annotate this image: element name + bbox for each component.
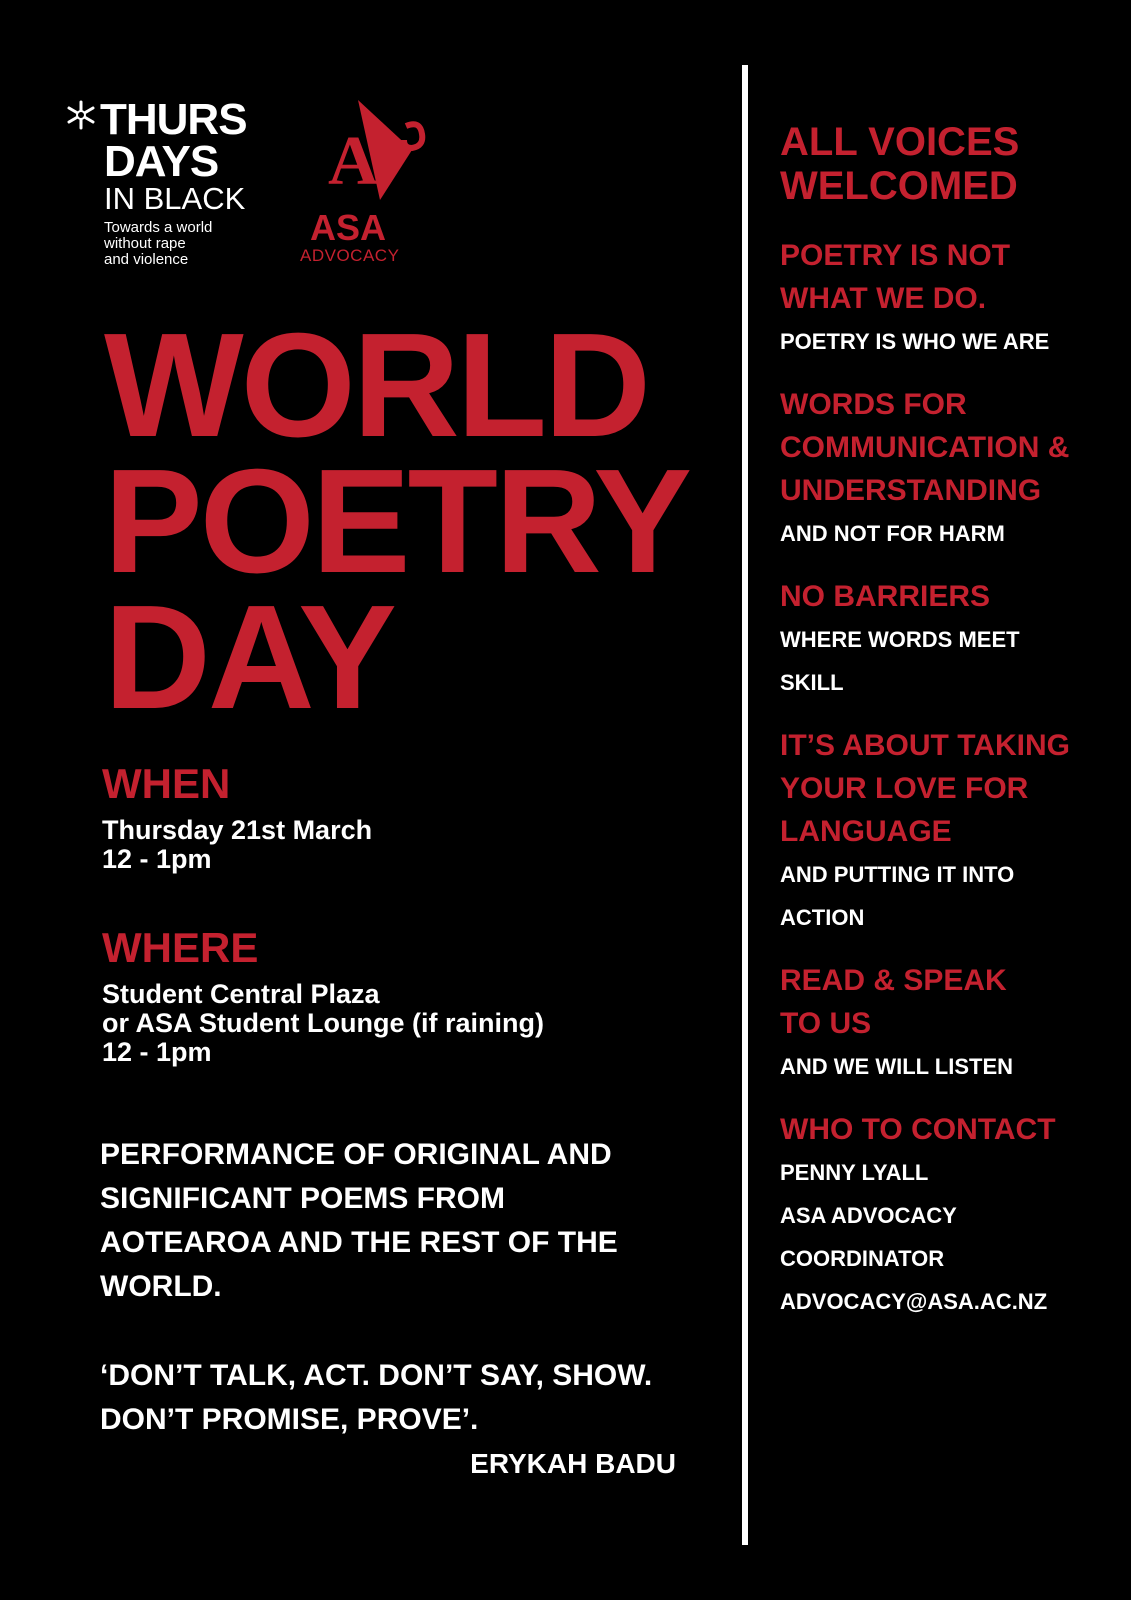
thursdays-in-black-logo bbox=[66, 96, 286, 276]
right-block-love bbox=[780, 724, 1120, 939]
when-label: WHEN bbox=[102, 760, 231, 807]
right-heading-line: WELCOMED bbox=[780, 164, 1018, 208]
snowflake-icon bbox=[66, 100, 96, 130]
title-line-3: DAY bbox=[104, 575, 394, 740]
when-time: 12 - 1pm bbox=[102, 844, 212, 874]
right-block-words bbox=[780, 383, 1120, 555]
tib-tagline-1: Towards a world bbox=[104, 219, 213, 236]
column-divider bbox=[742, 65, 748, 1545]
block-heading-line: WHO TO CONTACT bbox=[780, 1113, 1056, 1146]
block-heading-line: WHAT WE DO. bbox=[780, 282, 987, 315]
contact-name: PENNY LYALL bbox=[780, 1160, 929, 1185]
where-line-1: Student Central Plaza bbox=[102, 979, 380, 1009]
block-heading-line: YOUR LOVE FOR bbox=[780, 772, 1029, 805]
right-block-speak bbox=[780, 959, 1120, 1088]
block-heading-line: UNDERSTANDING bbox=[780, 474, 1042, 507]
where-line-3: 12 - 1pm bbox=[102, 1037, 212, 1067]
right-block-contact bbox=[780, 1108, 1120, 1323]
block-sub-line: ACTION bbox=[780, 905, 865, 930]
block-heading-line: POETRY IS NOT bbox=[780, 239, 1011, 272]
tib-tagline-3: and violence bbox=[104, 251, 189, 268]
block-sub-line: AND PUTTING IT INTO bbox=[780, 862, 1015, 887]
description-line: PERFORMANCE OF ORIGINAL AND bbox=[100, 1138, 612, 1171]
block-heading-line: COMMUNICATION & bbox=[780, 431, 1070, 464]
description-line: AOTEAROA AND THE REST OF THE bbox=[100, 1226, 618, 1259]
right-heading bbox=[780, 120, 1120, 208]
svg-text:A: A bbox=[328, 123, 379, 200]
right-heading-line: ALL VOICES bbox=[780, 120, 1020, 164]
quote-line: DON’T PROMISE, PROVE’. bbox=[100, 1403, 479, 1436]
where-label: WHERE bbox=[102, 924, 259, 971]
block-heading-line: TO US bbox=[780, 1007, 872, 1040]
quote bbox=[100, 1354, 740, 1442]
asa-name: ASA bbox=[310, 207, 387, 248]
tib-line-1: THURS bbox=[100, 95, 247, 144]
tib-tagline-2: without rape bbox=[104, 235, 186, 252]
block-heading-line: NO BARRIERS bbox=[780, 580, 991, 613]
tib-line-2: DAYS bbox=[104, 137, 219, 186]
block-heading-line: LANGUAGE bbox=[780, 815, 952, 848]
block-heading-line: IT’S ABOUT TAKING bbox=[780, 729, 1070, 762]
contact-email: ADVOCACY@ASA.AC.NZ bbox=[780, 1289, 1048, 1314]
right-block-poetry bbox=[780, 234, 1120, 363]
block-sub-line: WHERE WORDS MEET bbox=[780, 627, 1020, 652]
when-details bbox=[102, 816, 372, 874]
contact-role: COORDINATOR bbox=[780, 1246, 945, 1271]
quote-author: ERYKAH BADU bbox=[470, 1448, 676, 1479]
block-heading-line: WORDS FOR bbox=[780, 388, 967, 421]
asa-advocacy-logo bbox=[300, 96, 430, 276]
title-line-1: WORLD bbox=[104, 303, 648, 468]
block-sub-line: SKILL bbox=[780, 670, 844, 695]
contact-org: ASA ADVOCACY bbox=[780, 1203, 957, 1228]
block-sub-line: AND WE WILL LISTEN bbox=[780, 1054, 1014, 1079]
description-line: SIGNIFICANT POEMS FROM bbox=[100, 1182, 505, 1215]
where-details bbox=[102, 980, 544, 1067]
quote-line: ‘DON’T TALK, ACT. DON’T SAY, SHOW. bbox=[100, 1359, 653, 1392]
tib-line-3: IN BLACK bbox=[104, 181, 246, 216]
when-date: Thursday 21st March bbox=[102, 815, 373, 845]
block-heading-line: READ & SPEAK bbox=[780, 964, 1007, 997]
where-line-2: or ASA Student Lounge (if raining) bbox=[102, 1008, 544, 1038]
block-sub-line: AND NOT FOR HARM bbox=[780, 521, 1005, 546]
right-block-barriers bbox=[780, 575, 1120, 704]
event-description bbox=[100, 1133, 720, 1309]
right-column bbox=[780, 120, 1120, 1323]
title-line-2: POETRY bbox=[104, 439, 690, 604]
description-line: WORLD. bbox=[100, 1270, 222, 1303]
block-sub-line: POETRY IS WHO WE ARE bbox=[780, 329, 1050, 354]
asa-sub: ADVOCACY bbox=[300, 246, 400, 265]
asa-emblem-icon bbox=[320, 96, 430, 206]
event-title bbox=[104, 303, 704, 740]
